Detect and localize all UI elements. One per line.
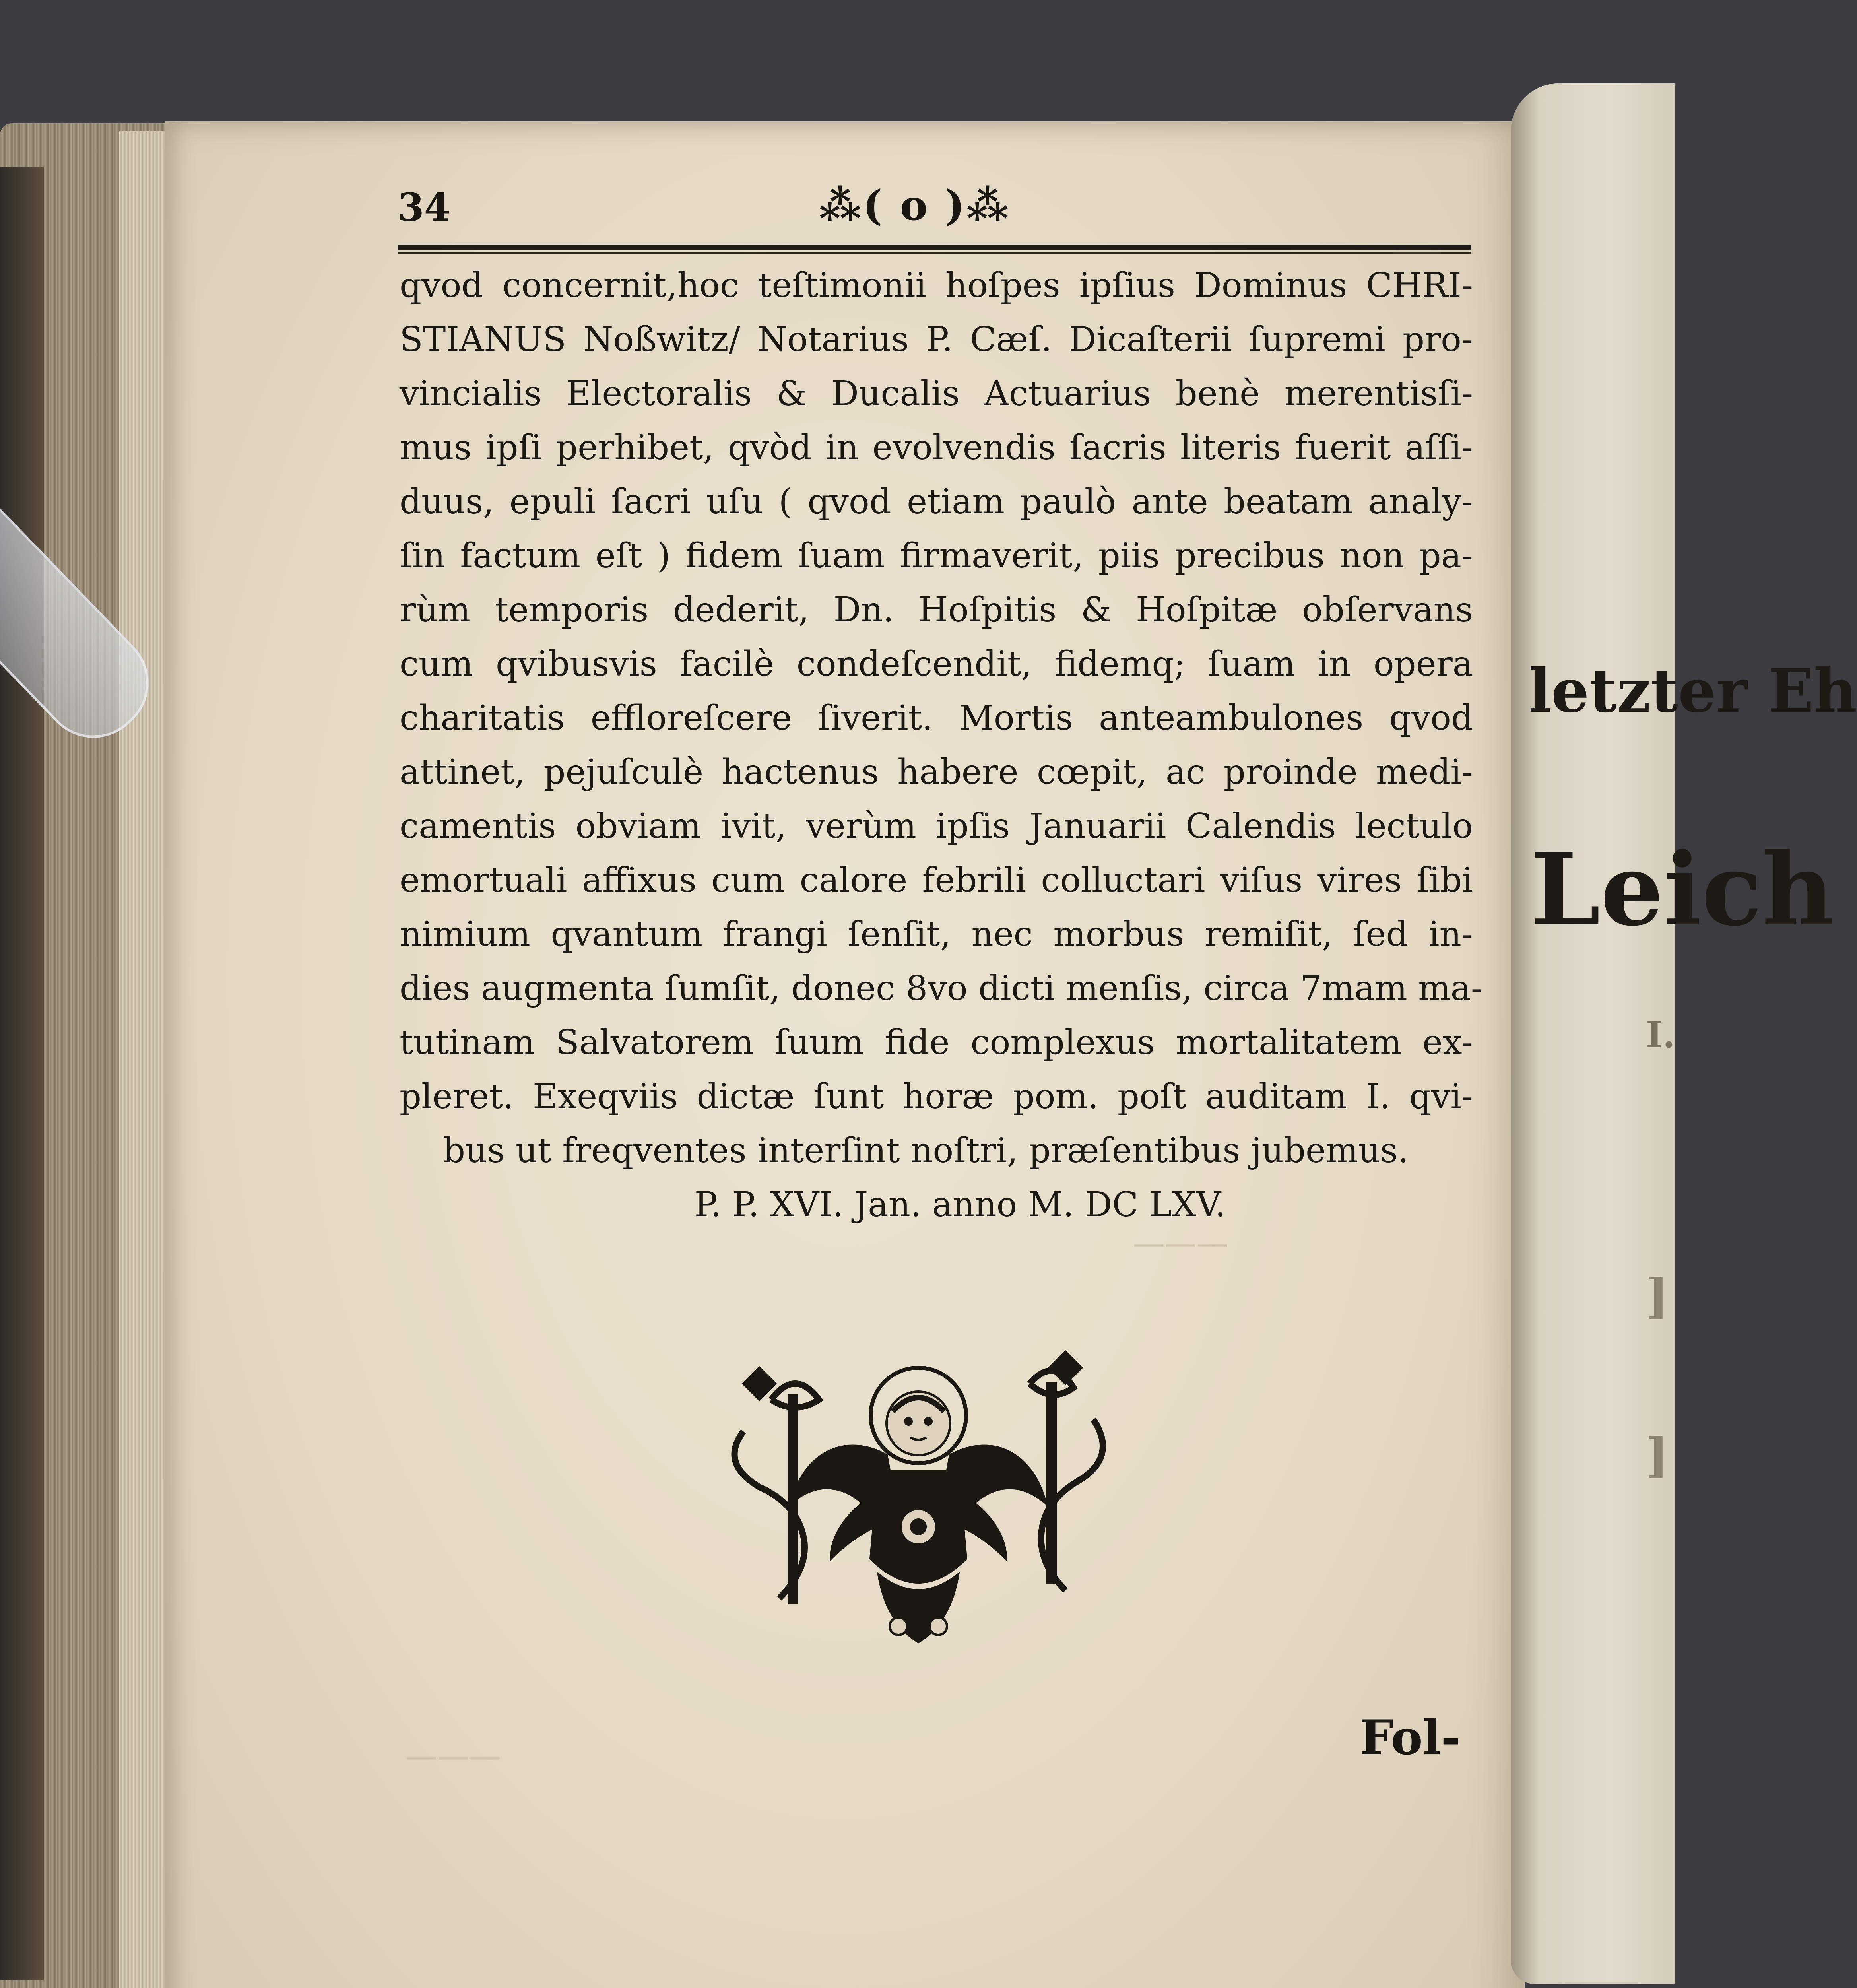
text-line: dies augmenta ſumſit, donec 8vo dicti menſis, circa 7mam ma- [400, 969, 1482, 1008]
text-line: attinet, pejuſculè hactenus habere cœpit, ac proinde medi- [400, 752, 1473, 792]
facing-fragment: ] [1646, 1427, 1669, 1483]
body-text [400, 258, 1482, 1232]
text-line: rùm temporis dederit, Dn. Hoſpitis & Hoſpitæ obſervans [400, 590, 1473, 630]
text-line: camentis obviam ivit, verùm ipſis Januarii Calendis lectulo [400, 806, 1473, 846]
facing-fragment: Leich [1531, 831, 1834, 948]
page-stack [119, 131, 171, 1988]
text-line: ſin factum eſt ) fidem ſuam firmaverit, piis precibus non pa- [400, 536, 1473, 576]
facing-page [1511, 83, 1857, 1984]
catchword: Fol- [1360, 1710, 1461, 1766]
text-line: tutinam Salvatorem ſuum fide complexus mortalitatem ex- [400, 1023, 1473, 1062]
date-line: P. P. XVI. Jan. anno M. DC LXV. [694, 1185, 1226, 1225]
book-cover-edge [0, 167, 44, 1980]
text-line: nimium qvantum frangi ſenſit, nec morbus remiſit, ſed in- [400, 914, 1473, 954]
text-line: cum qvibusvis facilè condeſcendit, fidemq; ſuam in opera [400, 644, 1473, 684]
running-head: ⁂( o )⁂ [819, 181, 1010, 230]
text-line: emortuali affixus cum calore febrili colluctari viſus vires ſibi [400, 860, 1473, 900]
text-line: pleret. Exeqviis dictæ ſunt horæ pom. poſt auditam I. qvi- [400, 1077, 1473, 1116]
facing-fragment: ] [1646, 1268, 1669, 1324]
page-number: 34 [398, 185, 451, 230]
header-rule [398, 245, 1471, 250]
cherub-tailpiece-icon [712, 1352, 1137, 1662]
header-rule-thin [398, 252, 1471, 254]
text-line: STIANUS Noßwitz/ Notarius P. Cæſ. Dicaſterii ſupremi pro- [400, 320, 1473, 359]
text-line: charitatis efflorеſcere ſiverit. Mortis anteambulones qvod [400, 698, 1473, 738]
text-line: bus ut freqventes interſint noſtri, præſentibus jubemus. [443, 1131, 1409, 1171]
text-line: duus, epuli ſacri uſu ( qvod etiam paulò ante beatam analy- [400, 482, 1473, 522]
bleed-through: ——— [406, 1738, 501, 1774]
page-header [398, 181, 1467, 229]
bleed-through: ——— [1133, 1225, 1228, 1262]
facing-fragment: letzter Eh [1529, 656, 1857, 726]
text-line: vincialis Electoralis & Ducalis Actuarius benè merentisſi- [400, 374, 1473, 414]
facing-fragment: I. [1646, 1014, 1675, 1056]
text-line: qvod concernit,hoc teſtimonii hoſpes ipſius Dominus CHRI- [400, 266, 1473, 305]
text-line: mus ipſi perhibet, qvòd in evolvendis ſacris literis fuerit aſſi- [400, 428, 1473, 468]
